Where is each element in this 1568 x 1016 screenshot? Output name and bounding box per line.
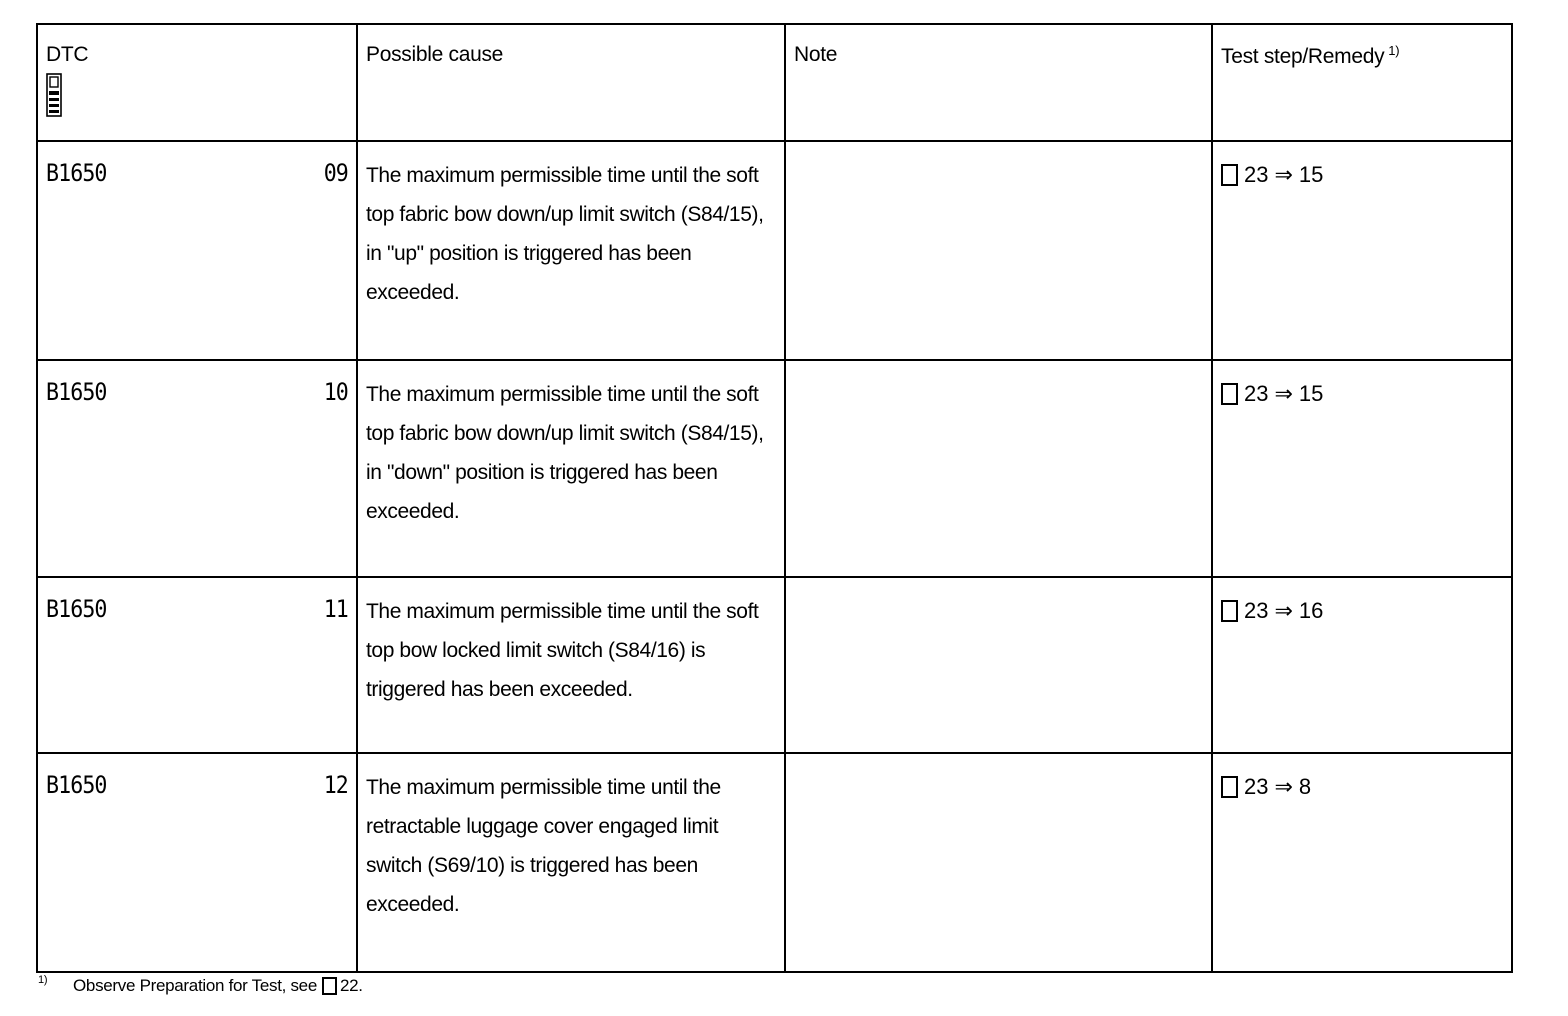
header-dtc: DTC	[46, 43, 89, 66]
cause-cell	[358, 578, 784, 752]
test-cell	[1213, 361, 1511, 576]
footnote-text: Observe Preparation for Test, see	[73, 976, 317, 995]
dtc-subcode: 10	[323, 378, 348, 406]
test-step-number: 16	[1298, 598, 1324, 623]
table-row	[38, 578, 1511, 754]
page-ref-box-icon	[1221, 600, 1238, 622]
cause-text: The maximum permissible time until the soft top bow locked limit switch (S84/16) is triggered has been exceeded.	[366, 600, 759, 701]
test-ref-page: 23	[1244, 598, 1269, 623]
page-ref-box-icon	[1221, 776, 1238, 798]
test-step-ref	[1221, 598, 1503, 624]
header-possible-cause: Possible cause	[366, 43, 504, 66]
note-cell	[786, 361, 1211, 576]
cause-text: The maximum permissible time until the soft top fabric bow down/up limit switch (S84/15), in "up" position is triggered has been exceeded.	[366, 164, 764, 304]
table-header-row	[38, 25, 1511, 142]
test-cell	[1213, 754, 1511, 971]
header-footnote-mark: 1)	[1388, 43, 1400, 58]
dtc-cell	[38, 361, 356, 576]
test-ref-page: 23	[1244, 381, 1269, 406]
diagnostic-tester-icon	[46, 73, 62, 117]
dtc-code: B1650	[46, 378, 107, 406]
arrow-icon: ⇒	[1274, 598, 1293, 623]
arrow-icon: ⇒	[1274, 381, 1293, 406]
cause-cell	[358, 361, 784, 576]
dtc-code: B1650	[46, 159, 107, 187]
table-row	[38, 142, 1511, 361]
cause-text: The maximum permissible time until the retractable luggage cover engaged limit switch (S69/10) is triggered has been exceeded.	[366, 776, 721, 916]
test-ref-page: 23	[1244, 162, 1269, 187]
table-row	[38, 361, 1511, 578]
page-ref-box-icon	[1221, 164, 1238, 186]
cause-cell	[358, 754, 784, 971]
header-note-cell	[786, 25, 1211, 140]
arrow-icon: ⇒	[1274, 162, 1293, 187]
header-test-cell	[1213, 25, 1511, 140]
note-cell	[786, 754, 1211, 971]
dtc-code: B1650	[46, 771, 107, 799]
dtc-cell	[38, 142, 356, 359]
dtc-subcode: 09	[323, 159, 348, 187]
test-ref-page: 23	[1244, 774, 1269, 799]
header-cause-cell	[358, 25, 784, 140]
page-ref-box-icon	[1221, 383, 1238, 405]
header-test-step-label: Test step/Remedy	[1221, 45, 1385, 68]
test-step-number: 15	[1298, 162, 1324, 187]
cause-text: The maximum permissible time until the soft top fabric bow down/up limit switch (S84/15), in "down" position is triggered has been exceeded.	[366, 383, 764, 523]
dtc-cell	[38, 754, 356, 971]
test-step-number: 15	[1298, 381, 1324, 406]
footnote-mark: 1)	[38, 974, 48, 986]
test-step-ref	[1221, 774, 1503, 800]
table-row	[38, 754, 1511, 971]
note-cell	[786, 578, 1211, 752]
footnote-ref: 22.	[339, 976, 363, 995]
note-cell	[786, 142, 1211, 359]
cause-cell	[358, 142, 784, 359]
page-ref-box-icon	[322, 977, 337, 995]
dtc-subcode: 11	[323, 595, 348, 623]
dtc-subcode: 12	[323, 771, 348, 799]
header-note: Note	[794, 43, 838, 66]
dtc-cell	[38, 578, 356, 752]
test-cell	[1213, 142, 1511, 359]
dtc-code: B1650	[46, 595, 107, 623]
dtc-table	[36, 23, 1513, 973]
test-cell	[1213, 578, 1511, 752]
test-step-ref	[1221, 381, 1503, 407]
footnote	[38, 976, 363, 996]
test-step-number: 8	[1298, 774, 1312, 799]
header-dtc-cell	[38, 25, 356, 140]
arrow-icon: ⇒	[1274, 774, 1293, 799]
header-test-step	[1221, 43, 1503, 69]
test-step-ref	[1221, 162, 1503, 188]
